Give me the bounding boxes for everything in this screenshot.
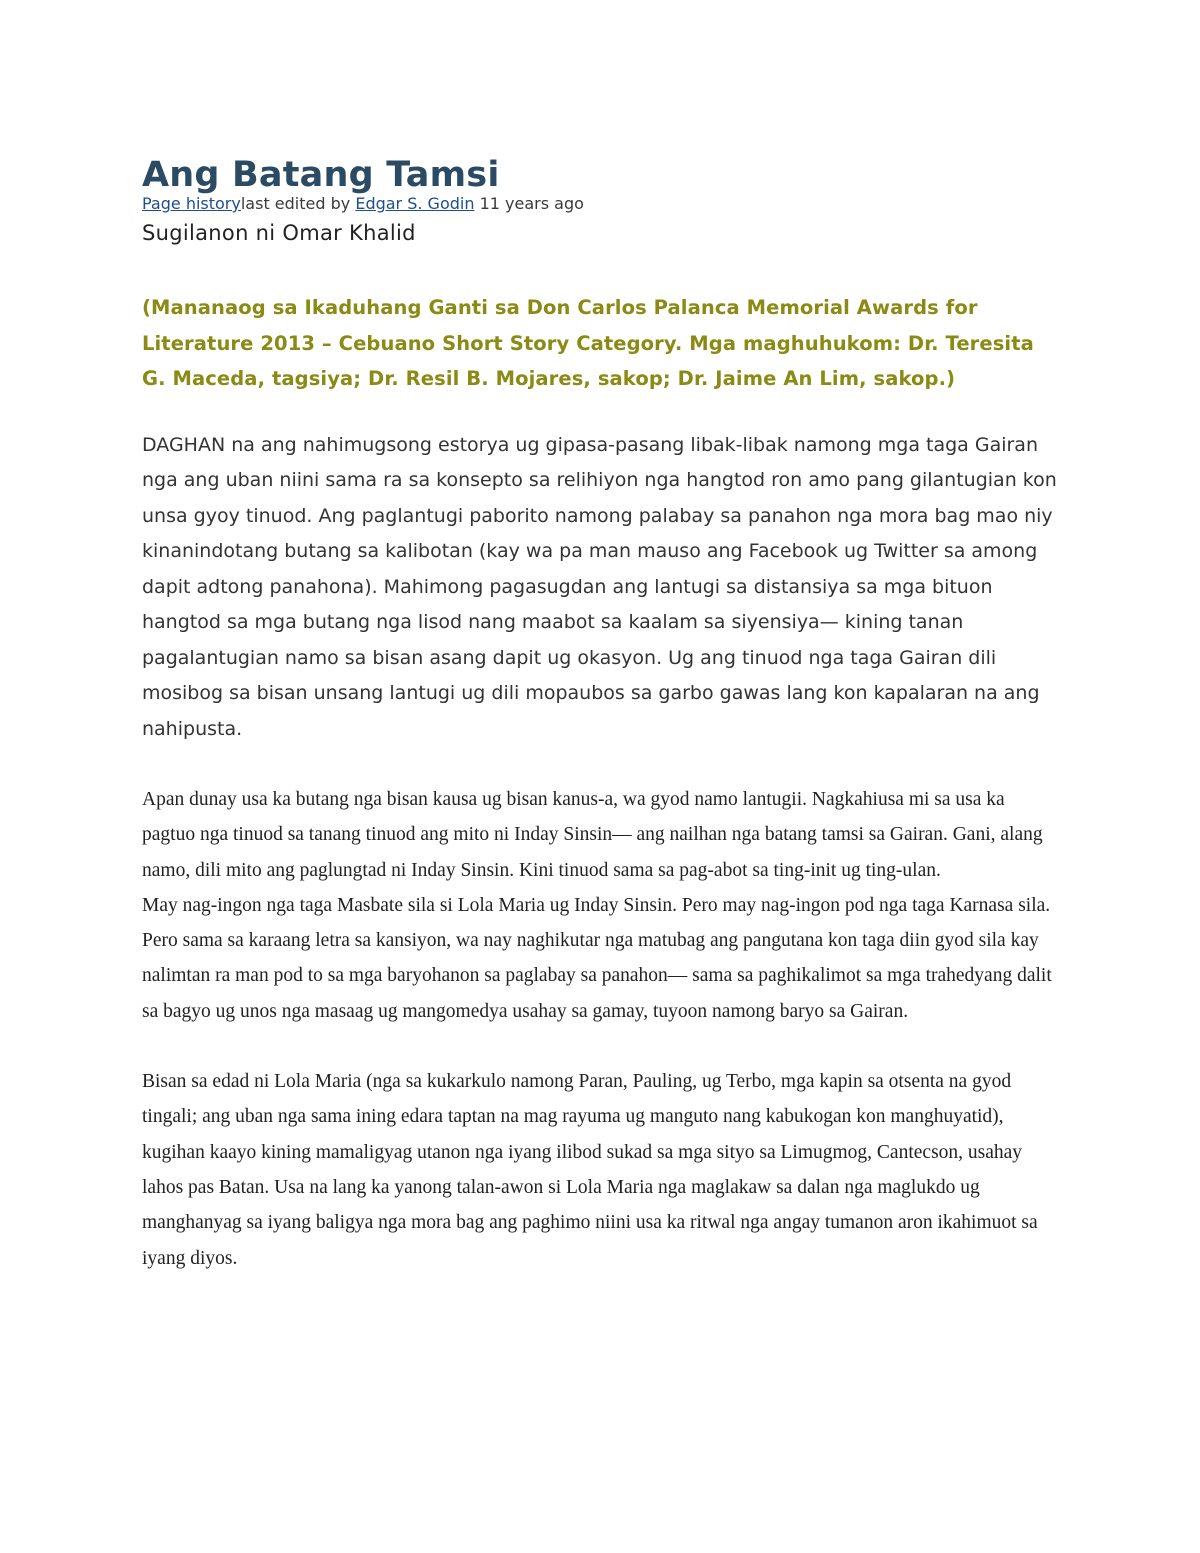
page-history-link[interactable]: Page history	[142, 194, 241, 213]
body-paragraph: May nag-ingon nga taga Masbate sila si Lola Maria ug Inday Sinsin. Pero may nag-ingon pod nga taga Karnasa sila. Pero sama sa karaang letra sa kansiyon, wa nay naghikutar nga matubag ang pangutana kon taga diin gyod sila kay nalimtan ra man pod to sa mga baryohanon sa paglabay sa panahon— sama sa paghikalimot sa mga trahedyang dalit sa bagyo ug unos nga masaag ug mangomedya usahay sa gamay, tuyoon namong baryo sa Gairan.	[142, 894, 1052, 1022]
page-meta	[142, 194, 1062, 214]
story-byline: Sugilanon ni Omar Khalid	[142, 221, 416, 245]
intro-paragraph: DAGHAN na ang nahimugsong estorya ug gipasa-pasang libak-libak namong mga taga Gairan nga ang uban niini sama ra sa konsepto sa relihiyon nga hangtod ron amo pang gilantugian kon unsa gyoy tinuod. Ang paglantugi paborito namong palabay sa panahon nga mora bag mao niy kinanindotang butang sa kalibotan (kay wa pa man mauso ang Facebook ug Twitter sa among dapit adtong panahona). Mahimong pagasugdan ang lantugi sa distansiya sa mga bituon hangtod sa mga butang nga lisod nang maabot sa kaalam sa siyensiya— kining tanan pagalantugian namo sa bisan asang dapit ug okasyon. Ug ang tinuod nga taga Gairan dili mosibog sa bisan unsang lantugi ug dili mopaubos sa garbo gawas lang kon kapalaran na ang nahipusta.	[142, 433, 1057, 740]
edit-age-text: 11 years ago	[474, 194, 584, 213]
body-paragraph: Apan dunay usa ka butang nga bisan kausa ug bisan kanus-a, wa gyod namo lantugii. Nagkahiusa mi sa usa ka pagtuo nga tinuod sa tanang tinuod ang mito ni Inday Sinsin— ang nailhan nga batang tamsi sa Gairan. Gani, alang namo, dili mito ang paglungtad ni Inday Sinsin. Kini tinuod sama sa pag-abot sa ting-init ug ting-ulan.	[142, 789, 1043, 881]
body-paragraph: Bisan sa edad ni Lola Maria (nga sa kukarkulo namong Paran, Pauling, ug Terbo, mga kapin sa otsenta na gyod tingali; ang uban nga sama ining edara taptan na mag rayuma ug manguto nang kabukogan kon manghuyatid), kugihan kaayo kining mamaligyag utanon nga iyang ilibod sukad sa mga sityo sa Limugmog, Cantecson, usahay lahos pas Batan. Usa na lang ka yanong talan-awon si Lola Maria nga maglakaw sa dalan nga maglukdo ug manghanyag sa iyang baligya nga mora bag ang paghimo niini usa ka ritwal nga angay tumanon aron ikahimuot sa iyang diyos.	[142, 1071, 1038, 1269]
award-note: (Mananaog sa Ikaduhang Ganti sa Don Carlos Palanca Memorial Awards for Literature 2013 – Cebuano Short Story Category. Mga maghuhukom: Dr. Teresita G. Maceda, tagsiya; Dr. Resil B. Mojares, sakop; Dr. Jaime An Lim, sakop.)	[142, 296, 1034, 390]
page-title: Ang Batang Tamsi	[142, 155, 500, 195]
author-link[interactable]: Edgar S. Godin	[355, 194, 475, 213]
document-page	[142, 150, 1062, 1276]
edited-by-text: last edited by	[240, 194, 356, 213]
